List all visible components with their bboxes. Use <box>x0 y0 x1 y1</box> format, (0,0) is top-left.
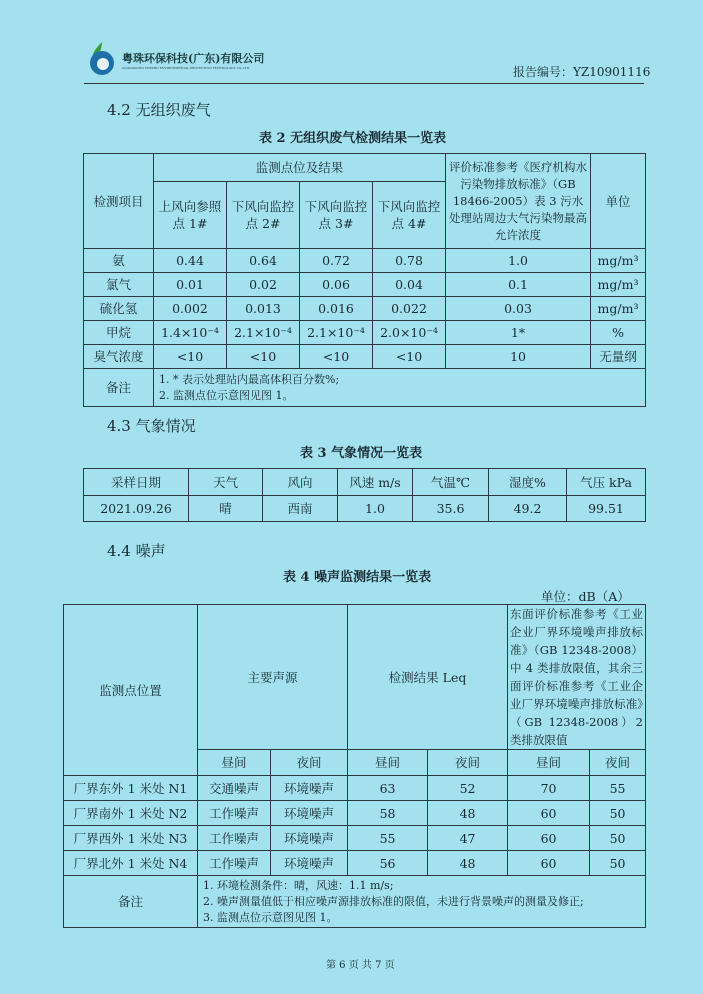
unit: mg/m³ <box>591 273 646 297</box>
sd: 工作噪声 <box>198 801 271 826</box>
value: 0.04 <box>373 273 446 297</box>
table-row <box>64 826 646 851</box>
standard: 1* <box>446 321 591 345</box>
cell: 西南 <box>263 496 338 522</box>
table-row <box>84 321 646 345</box>
value: 0.01 <box>154 273 227 297</box>
table-row <box>64 801 646 826</box>
pos: 厂界东外 1 米处 N1 <box>64 776 198 801</box>
standard: 10 <box>446 345 591 369</box>
cell: 2021.09.26 <box>84 496 189 522</box>
cell: 49.2 <box>489 496 567 522</box>
item: 甲烷 <box>84 321 154 345</box>
standard: 1.0 <box>446 249 591 273</box>
table-2-caption: 表 2 无组织废气检测结果一览表 <box>259 131 447 146</box>
value: <10 <box>373 345 446 369</box>
value: 2.1×10⁻⁴ <box>227 321 300 345</box>
item: 硫化氢 <box>84 297 154 321</box>
unit: % <box>591 321 646 345</box>
sn: 环境噪声 <box>271 776 348 801</box>
column-header: 气压 kPa <box>567 469 646 496</box>
table-2: 检测项目 监测点位及结果 评价标准参考《医疗机构水污染物排放标准》（GB 18466-2005）表 3 污水处理站周边大气污染物最高允许浓度 单位 上风向参照点 1# 下风向监控点 2# 下风向监控点 3# 下风向监控点 4# 氨 0.44 0.64 0.72 0.78 1.0 mg/m³ 氯气 0.01 0.02 0.06 0.04 0.1 mg/m³ 硫化氢 0.002 0.013 0.016 0.022 0.03 mg/m³ 甲烷 1.4×10⁻⁴ 2.1×10⁻⁴ 2.1×10⁻⁴ 2.0×10⁻⁴ 1* % 臭气浓度 <10 <10 <10 <10 10 无量纲 备注 1. * 表示处理站内最高体积百分数%; 2. 监测点位示意图见图 1。 <box>83 153 646 407</box>
value: 2.1×10⁻⁴ <box>300 321 373 345</box>
pos: 厂界西外 1 米处 N3 <box>64 826 198 851</box>
unit: 无量纲 <box>591 345 646 369</box>
value: <10 <box>227 345 300 369</box>
table-3-caption: 表 3 气象情况一览表 <box>300 446 423 461</box>
rd: 63 <box>348 776 428 801</box>
rd: 55 <box>348 826 428 851</box>
value: 2.0×10⁻⁴ <box>373 321 446 345</box>
rn: 47 <box>428 826 508 851</box>
table-4-unit: 单位：dB（A） <box>541 589 630 604</box>
item: 氨 <box>84 249 154 273</box>
column-header: 天气 <box>189 469 263 496</box>
table-4: 监测点位置 主要声源 检测结果 Leq 东面评价标准参考《工业企业厂界环境噪声排放标准》（GB 12348-2008）中 4 类排放限值，其余三面评价标准参考《工业企业厂界环境噪声排放标准》（GB 12348-2008）2 类排放限值 昼间 夜间 昼间 夜间 昼间 夜间 厂界东外 1 米处 N1 交通噪声 环境噪声 63 52 70 55 厂界南外 1 米处 N2 工作噪声 环境噪声 58 48 60 50 厂界西外 1 米处 N3 工作噪声 环境噪声 55 47 60 50 厂界北外 1 米处 N4 工作噪声 环境噪声 56 48 60 50 备注 1. 环境检测条件：晴，风速：1.1 m/s; 2. 噪声测量值低于相应噪声源排放标准的限值，未进行背景噪声的测量及修正; 3. 监测点位示意图见图 1。 <box>63 604 646 928</box>
value: 0.016 <box>300 297 373 321</box>
sd: 交通噪声 <box>198 776 271 801</box>
cell: 1.0 <box>338 496 413 522</box>
cell: 晴 <box>189 496 263 522</box>
value: <10 <box>154 345 227 369</box>
unit: mg/m³ <box>591 297 646 321</box>
td: 60 <box>508 826 590 851</box>
rn: 48 <box>428 801 508 826</box>
value: 0.02 <box>227 273 300 297</box>
value: 0.64 <box>227 249 300 273</box>
table-4-caption: 表 4 噪声监测结果一览表 <box>283 570 432 585</box>
sd: 工作噪声 <box>198 826 271 851</box>
rn: 48 <box>428 851 508 876</box>
table-row <box>84 249 646 273</box>
tn: 55 <box>590 776 646 801</box>
td: 70 <box>508 776 590 801</box>
company-name: 粤珠环保科技(广东)有限公司 <box>122 52 265 65</box>
table-3 <box>83 468 646 522</box>
td: 60 <box>508 851 590 876</box>
value: 0.78 <box>373 249 446 273</box>
value: 0.72 <box>300 249 373 273</box>
rd: 56 <box>348 851 428 876</box>
standard: 0.1 <box>446 273 591 297</box>
value: 0.06 <box>300 273 373 297</box>
page-footer: 第 6 页 共 7 页 <box>326 960 395 971</box>
table-row <box>64 776 646 801</box>
table-row <box>84 297 646 321</box>
column-header: 气温℃ <box>413 469 489 496</box>
cell: 99.51 <box>567 496 646 522</box>
cell: 35.6 <box>413 496 489 522</box>
value: 0.013 <box>227 297 300 321</box>
pos: 厂界南外 1 米处 N2 <box>64 801 198 826</box>
section-4-2-heading: 4.2 无组织废气 <box>107 101 211 119</box>
tn: 50 <box>590 826 646 851</box>
report-number: 报告编号：YZ10901116 <box>513 65 651 79</box>
td: 60 <box>508 801 590 826</box>
section-4-4-heading: 4.4 噪声 <box>107 542 166 560</box>
rn: 52 <box>428 776 508 801</box>
pos: 厂界北外 1 米处 N4 <box>64 851 198 876</box>
value: 0.022 <box>373 297 446 321</box>
sn: 环境噪声 <box>271 826 348 851</box>
sd: 工作噪声 <box>198 851 271 876</box>
column-header: 采样日期 <box>84 469 189 496</box>
section-4-3-heading: 4.3 气象情况 <box>107 417 196 435</box>
item: 臭气浓度 <box>84 345 154 369</box>
rd: 58 <box>348 801 428 826</box>
sn: 环境噪声 <box>271 801 348 826</box>
table-row <box>84 345 646 369</box>
unit: mg/m³ <box>591 249 646 273</box>
column-header: 湿度% <box>489 469 567 496</box>
sn: 环境噪声 <box>271 851 348 876</box>
item: 氯气 <box>84 273 154 297</box>
company-logo <box>88 40 116 76</box>
company-name-en: GUANGDONG YUEZHU ENVIRONMENTAL PROTECTION TECHNOLOGY CO.,LTD. <box>122 66 250 70</box>
column-header: 风速 m/s <box>338 469 413 496</box>
header-divider <box>84 83 644 84</box>
table-row <box>64 851 646 876</box>
column-header: 风向 <box>263 469 338 496</box>
standard: 0.03 <box>446 297 591 321</box>
value: 1.4×10⁻⁴ <box>154 321 227 345</box>
tn: 50 <box>590 801 646 826</box>
value: 0.44 <box>154 249 227 273</box>
value: 0.002 <box>154 297 227 321</box>
tn: 50 <box>590 851 646 876</box>
table-row <box>84 273 646 297</box>
value: <10 <box>300 345 373 369</box>
